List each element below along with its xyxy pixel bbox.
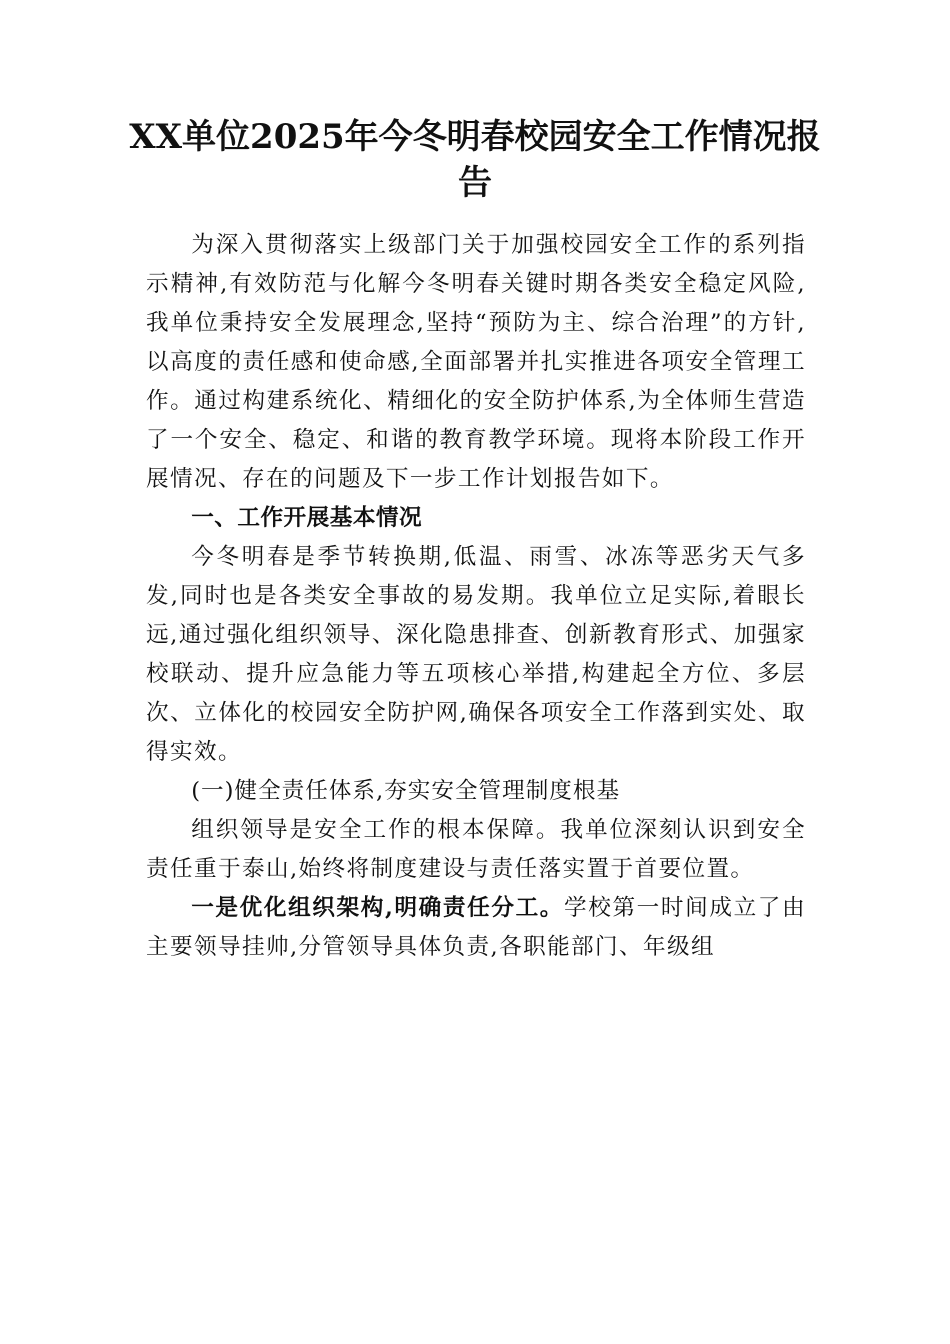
document-body <box>146 226 806 967</box>
subsection-paragraph: 组织领导是安全工作的根本保障。我单位深刻认识到安全责任重于泰山,始终将制度建设与责任落实置于首要位置。 <box>146 817 806 882</box>
intro-paragraph: 为深入贯彻落实上级部门关于加强校园安全工作的系列指示精神,有效防范与化解今冬明春关键时期各类安全稳定风险,我单位秉持安全发展理念,坚持“预防为主、综合治理”的方针,以高度的责任感和使命感,全面部署并扎实推进各项安全管理工作。通过构建系统化、精细化的安全防护体系,为全体师生营造了一个安全、稳定、和谐的教育教学环境。现将本阶段工作开展情况、存在的问题及下一步工作计划报告如下。 <box>146 232 806 492</box>
point-paragraph <box>146 889 806 967</box>
point-text: 学校第一时间成立了由主要领导挂帅,分管领导具体负责,各职能部门、年级组 <box>146 895 807 960</box>
section-paragraph: 今冬明春是季节转换期,低温、雨雪、冰冻等恶劣天气多发,同时也是各类安全事故的易发期。我单位立足实际,着眼长远,通过强化组织领导、深化隐患排查、创新教育形式、加强家校联动、提升应急能力等五项核心举措,构建起全方位、多层次、立体化的校园安全防护网,确保各项安全工作落到实处、取得实效。 <box>146 544 806 765</box>
subsection-heading: (一)健全责任体系,夯实安全管理制度根基 <box>191 778 621 804</box>
document-title: XX单位2025年今冬明春校园安全工作情况报告 <box>129 117 821 203</box>
point-lead: 一是优化组织架构,明确责任分工。 <box>191 895 565 921</box>
section-heading: 一、工作开展基本情况 <box>191 505 423 531</box>
